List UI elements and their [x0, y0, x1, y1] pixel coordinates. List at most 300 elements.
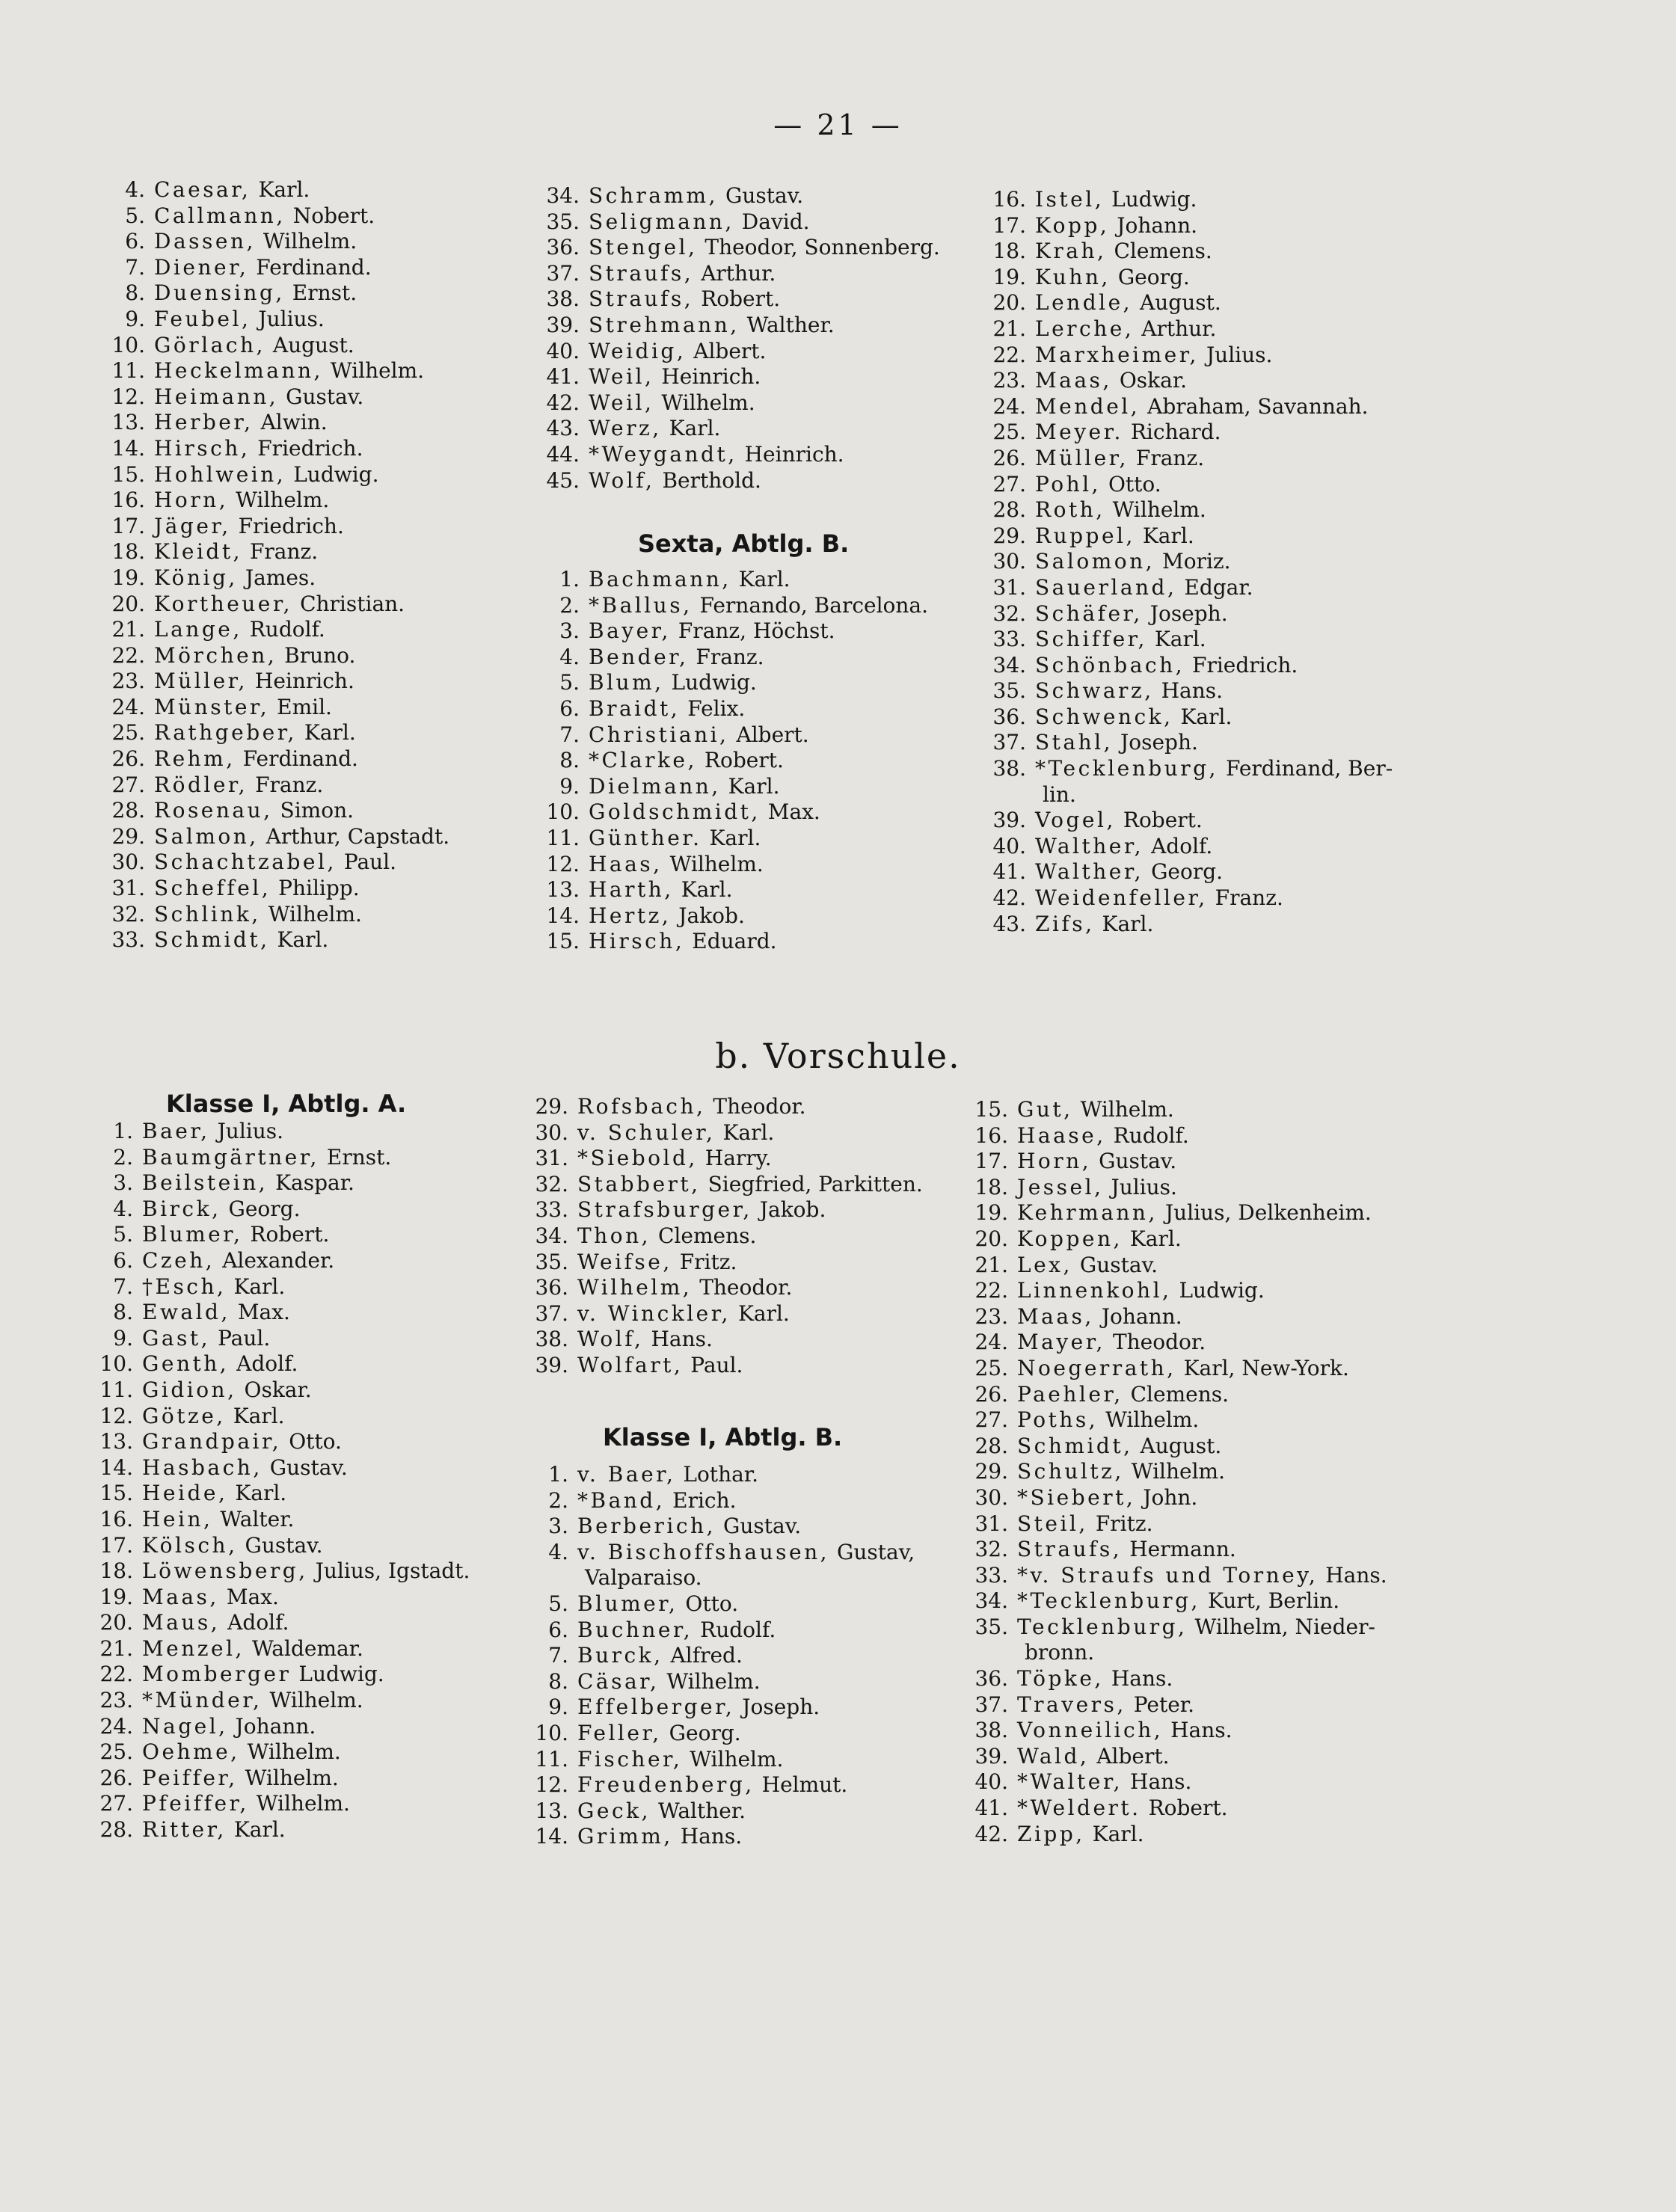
entry-number: 33.: [992, 627, 1026, 652]
entry-surname: Müller,: [154, 669, 248, 694]
entry-surname: Cäsar,: [577, 1668, 660, 1694]
list-item: [109, 850, 449, 876]
entry-details: Alwin.: [260, 410, 328, 435]
list-item: [532, 1327, 923, 1353]
entry-number: 15.: [974, 1097, 1008, 1122]
entry-surname: Roth,: [1035, 497, 1105, 523]
entry-surname: Istel,: [1035, 187, 1105, 212]
list-item: [97, 1766, 470, 1792]
entry-surname: Gast,: [142, 1325, 211, 1351]
list-item: [544, 339, 940, 365]
list-item: [990, 704, 1393, 731]
entry-number: 26.: [99, 1765, 133, 1790]
entry-number: 35.: [546, 209, 580, 234]
entry-surname: Effelberger,: [577, 1695, 735, 1720]
entry-details: Albert.: [736, 722, 809, 747]
entry-surname: Weil,: [589, 364, 654, 390]
list-item: [532, 1591, 915, 1617]
entry-details: Ludwig.: [1179, 1278, 1265, 1303]
entry-surname: Ruppel,: [1035, 523, 1135, 548]
entry-surname: Paehler,: [1017, 1381, 1123, 1407]
entry-number: 18.: [99, 1558, 133, 1584]
list-item: [972, 1434, 1387, 1460]
entry-surname: Pohl,: [1035, 471, 1101, 497]
entry-surname: Mendel,: [1035, 393, 1141, 419]
entry-surname: Caesar,: [154, 177, 251, 202]
list-item: [544, 748, 928, 774]
entry-number: 15.: [546, 929, 580, 954]
entry-details: Oskar.: [244, 1377, 312, 1402]
list-item: [97, 1558, 470, 1585]
entry-surname: Töpke,: [1017, 1666, 1104, 1692]
list-item: [990, 834, 1393, 860]
entry-number: 8.: [113, 1300, 133, 1325]
entry-number: 7.: [125, 254, 145, 280]
list-item: [109, 514, 449, 540]
entry-number: 5.: [559, 670, 580, 695]
entry-surname: Götze,: [142, 1403, 226, 1428]
list-item: [109, 539, 449, 565]
entry-surname: Walther,: [1035, 833, 1144, 858]
list-item: [97, 1196, 470, 1223]
list-column: [109, 177, 449, 953]
entry-details: Hans.: [1170, 1718, 1233, 1743]
entry-surname: Stahl,: [1035, 730, 1114, 755]
list-item: [109, 798, 449, 824]
entry-details: Karl.: [728, 773, 780, 799]
entry-surname: Hirsch,: [589, 929, 685, 954]
list-item: [990, 756, 1393, 782]
entry-surname: Burck,: [577, 1643, 663, 1668]
entry-number: 17.: [111, 513, 145, 538]
list-column: [990, 187, 1393, 937]
entry-details: Ferdinand.: [242, 746, 358, 772]
entry-surname: Jäger,: [154, 513, 231, 538]
entry-surname: Hohlwein,: [154, 461, 286, 487]
entry-details: Rudolf.: [700, 1617, 776, 1642]
entry-surname: Meyer.: [1035, 420, 1123, 445]
entry-surname: Zifs,: [1035, 911, 1095, 936]
list-item: [544, 364, 940, 390]
entry-details: Theodor.: [1112, 1330, 1206, 1355]
list-item: [97, 1791, 470, 1817]
entry-surname: Strafsburger,: [577, 1197, 752, 1223]
entry-details: Christian.: [300, 591, 405, 616]
entry-surname: Braidt,: [589, 695, 681, 721]
entry-number: 29.: [974, 1459, 1008, 1484]
entry-details: Adolf.: [1151, 833, 1213, 858]
list-item: [990, 601, 1393, 627]
entry-number: 36.: [546, 235, 580, 260]
entry-surname: Vogel,: [1035, 808, 1116, 833]
list-item: [990, 678, 1393, 704]
entry-details: Gustav.: [245, 1532, 323, 1558]
list-item: [532, 1669, 915, 1695]
entry-details: Hans.: [1130, 1769, 1192, 1795]
entry-details: Helmut.: [761, 1772, 848, 1798]
entry-number: 21.: [992, 316, 1026, 341]
entry-number: 13.: [111, 410, 145, 435]
entry-number: 14.: [99, 1454, 133, 1480]
list-item: [972, 1640, 1387, 1666]
entry-number: 19.: [974, 1200, 1008, 1226]
list-item: [97, 1429, 470, 1455]
entry-details: Richard.: [1130, 420, 1221, 445]
entry-surname: v. Baer,: [577, 1462, 676, 1487]
list-item: [109, 669, 449, 695]
list-item: [544, 593, 928, 619]
entry-number: 38.: [546, 286, 580, 312]
entry-details: Jakob.: [678, 903, 745, 928]
entry-number: 31.: [535, 1146, 568, 1171]
list-item: [990, 446, 1393, 472]
entry-number: 23.: [99, 1688, 133, 1713]
entry-details: Jakob.: [759, 1197, 826, 1223]
entry-surname: Grandpair,: [142, 1429, 282, 1454]
entry-details: Robert.: [701, 286, 781, 312]
entry-number: 23.: [992, 368, 1026, 393]
entry-number: 10.: [111, 332, 145, 357]
entry-number: 31.: [111, 876, 145, 901]
entry-details: Gustav.: [1099, 1149, 1177, 1174]
entry-number: 6.: [559, 695, 580, 721]
entry-details: Karl.: [304, 720, 356, 746]
list-item: [544, 852, 928, 878]
entry-details: Julius, Delkenheim.: [1164, 1200, 1372, 1226]
entry-number: 16.: [111, 488, 145, 513]
entry-surname: Gut,: [1017, 1097, 1073, 1122]
list-item: [972, 1795, 1387, 1822]
entry-surname: Bayer,: [589, 618, 671, 644]
entry-details: Wilhelm.: [666, 1668, 761, 1694]
list-item: [97, 1533, 470, 1559]
entry-number: 28.: [992, 497, 1026, 523]
entry-surname: Jessel,: [1017, 1174, 1104, 1199]
entry-details: Oskar.: [1119, 368, 1188, 393]
entry-number: 4.: [125, 177, 145, 202]
entry-number: 39.: [535, 1352, 568, 1377]
entry-surname: Kehrmann,: [1017, 1200, 1158, 1226]
list-item: [972, 1149, 1387, 1175]
entry-number: 37.: [546, 260, 580, 286]
entry-number: 29.: [535, 1094, 568, 1119]
entry-details: Erich.: [672, 1487, 737, 1513]
entry-details: Hans.: [651, 1327, 713, 1352]
entry-details: Karl.: [709, 825, 761, 850]
list-item: [972, 1692, 1387, 1718]
entry-surname: Genth,: [142, 1351, 230, 1377]
list-item: [544, 416, 940, 442]
entry-surname: Feubel,: [154, 306, 251, 331]
entry-details: Albert.: [1096, 1743, 1170, 1769]
entry-details: Ludwig.: [298, 1662, 384, 1687]
list-item: [109, 617, 449, 643]
entry-surname: Wald,: [1017, 1743, 1090, 1769]
entry-surname: Rehm,: [154, 746, 236, 772]
list-item: [109, 307, 449, 333]
entry-surname: Görlach,: [154, 332, 265, 357]
entry-number: 1.: [559, 567, 580, 592]
entry-surname: *Walter,: [1017, 1769, 1123, 1795]
entry-details: Karl.: [669, 416, 721, 441]
list-item: [544, 183, 940, 209]
list-item: [109, 746, 449, 772]
entry-details: Ludwig.: [293, 461, 379, 487]
entry-surname: Schmidt,: [1017, 1433, 1133, 1458]
list-item: [532, 1798, 915, 1825]
list-item: [532, 1540, 915, 1566]
entry-details: Fernando, Barcelona.: [699, 592, 929, 618]
list-item: [990, 394, 1393, 420]
entry-surname: Pfeiffer,: [142, 1791, 249, 1816]
entry-surname: Haas,: [589, 851, 663, 876]
list-item: [990, 472, 1393, 498]
list-item: [97, 1610, 470, 1636]
entry-number: 25.: [974, 1355, 1008, 1380]
list-item: [532, 1565, 915, 1591]
entry-number: 4.: [113, 1196, 133, 1221]
entry-surname: Krah,: [1035, 239, 1107, 264]
list-item: [972, 1278, 1387, 1304]
entry-details: Wilhelm.: [1131, 1459, 1226, 1484]
entry-details: John.: [1143, 1484, 1198, 1510]
list-item: [532, 1747, 915, 1773]
entry-number: 28.: [99, 1817, 133, 1843]
entry-number: 31.: [974, 1511, 1008, 1536]
entry-surname: Haase,: [1017, 1122, 1106, 1148]
entry-surname: Baer,: [142, 1119, 210, 1143]
entry-surname: Schönbach,: [1035, 652, 1185, 678]
entry-details: Karl.: [1180, 704, 1233, 729]
list-item: [972, 1511, 1387, 1537]
entry-number: 40.: [992, 833, 1026, 858]
entry-surname: Schlink,: [154, 901, 261, 927]
entry-surname: Lange,: [154, 617, 242, 642]
entry-surname: Wilhelm,: [577, 1275, 693, 1300]
list-item: [109, 824, 449, 850]
entry-details: Wilhelm.: [690, 1746, 784, 1772]
entry-surname: Schachtzabel,: [154, 850, 337, 875]
entry-number: 7.: [113, 1274, 133, 1299]
list-item: [544, 618, 928, 645]
list-item: [532, 1824, 915, 1850]
list-item: [544, 235, 940, 261]
entry-details: Siegfried, Parkitten.: [707, 1171, 923, 1196]
entry-details: Lothar.: [683, 1462, 758, 1487]
entry-surname: Ewald,: [142, 1300, 230, 1325]
entry-details: Heinrich.: [661, 364, 761, 390]
entry-details: Friedrich.: [238, 513, 344, 538]
list-item: [532, 1353, 923, 1379]
entry-surname: Schwarz,: [1035, 678, 1154, 704]
entry-details: Adolf.: [236, 1351, 298, 1377]
list-item: [109, 229, 449, 255]
list-item: [97, 1455, 470, 1481]
entry-surname: Maus,: [142, 1610, 221, 1635]
entry-surname: Schmidt,: [154, 927, 270, 953]
entry-number: 3.: [559, 618, 580, 644]
entry-surname: Menzel,: [142, 1635, 245, 1661]
entry-number: 3.: [113, 1170, 133, 1196]
entry-details: Robert.: [250, 1222, 330, 1247]
list-item: [990, 290, 1393, 316]
list-item: [972, 1744, 1387, 1770]
entry-details: Wilhelm.: [661, 390, 755, 415]
list-item: [532, 1275, 923, 1301]
entry-surname: †Esch,: [142, 1274, 227, 1299]
entry-details: Franz.: [696, 644, 764, 669]
list-item: [972, 1537, 1387, 1563]
entry-number: 29.: [111, 823, 145, 849]
entry-surname: *Siebert,: [1017, 1484, 1136, 1510]
list-item: [544, 468, 940, 494]
entry-details: Karl.: [1129, 1226, 1182, 1251]
entry-details: Karl.: [1092, 1821, 1144, 1846]
entry-details: Franz.: [1215, 885, 1283, 911]
page-number: — 21 —: [773, 108, 903, 141]
entry-details: Karl.: [1142, 523, 1194, 548]
entry-number: 11.: [99, 1377, 133, 1402]
entry-details: Robert.: [1123, 808, 1203, 833]
list-item: [544, 390, 940, 417]
entry-number: 4.: [559, 644, 580, 669]
list-item: [990, 213, 1393, 239]
entry-number: 8.: [548, 1668, 568, 1694]
entry-number: 22.: [992, 342, 1026, 367]
entry-details: Karl, New-York.: [1183, 1355, 1349, 1380]
entry-number: 41.: [546, 364, 580, 390]
entry-details: lin.: [1043, 781, 1076, 807]
list-item: [972, 1175, 1387, 1201]
entry-surname: *Münder,: [142, 1688, 263, 1713]
entry-surname: *Tecklenburg,: [1035, 756, 1218, 781]
entry-number: 34.: [535, 1223, 568, 1248]
entry-number: 32.: [974, 1537, 1008, 1562]
entry-surname: Schwenck,: [1035, 704, 1173, 729]
list-item: [990, 912, 1393, 938]
entry-surname: v. Winckler,: [577, 1300, 731, 1326]
entry-details: Paul.: [343, 850, 397, 875]
entry-number: 42.: [974, 1821, 1008, 1846]
entry-surname: Geck,: [577, 1798, 651, 1823]
entry-details: Heinrich.: [744, 441, 844, 467]
entry-number: 36.: [974, 1666, 1008, 1692]
entry-number: 35.: [974, 1614, 1008, 1639]
list-item: [972, 1356, 1387, 1382]
entry-details: Hans.: [1111, 1666, 1173, 1692]
entry-details: Wilhelm.: [268, 901, 362, 927]
entry-details: Johann.: [235, 1713, 316, 1739]
list-item: [97, 1688, 470, 1714]
list-item: [990, 497, 1393, 523]
list-item: [97, 1636, 470, 1662]
entry-number: 38.: [535, 1327, 568, 1352]
entry-number: 21.: [974, 1252, 1008, 1277]
entry-number: 7.: [548, 1643, 568, 1668]
entry-surname: Straufs,: [589, 286, 694, 312]
entry-number: 2.: [548, 1487, 568, 1513]
entry-number: 1.: [548, 1462, 568, 1487]
list-item: [97, 1662, 470, 1688]
entry-details: Heinrich.: [254, 669, 354, 694]
list-item: [990, 316, 1393, 342]
entry-surname: Steil,: [1017, 1511, 1088, 1536]
entry-number: 40.: [546, 338, 580, 363]
entry-details: Karl.: [233, 1274, 286, 1299]
entry-number: 32.: [535, 1171, 568, 1196]
entry-surname: Horn,: [154, 488, 229, 513]
list-item: [109, 280, 449, 307]
entry-surname: Buchner,: [577, 1617, 693, 1642]
entry-number: 1.: [113, 1119, 133, 1143]
entry-details: Gustav.: [1079, 1252, 1158, 1277]
entry-number: 32.: [111, 901, 145, 927]
list-item: [109, 436, 449, 462]
entry-details: Julius.: [1206, 342, 1273, 367]
entry-details: Wilhelm.: [669, 851, 764, 876]
list-item: [532, 1462, 915, 1488]
entry-surname: Straufs,: [589, 260, 694, 286]
entry-surname: Gidion,: [142, 1377, 237, 1402]
entry-number: 6.: [548, 1617, 568, 1642]
entry-surname: Blumer,: [577, 1591, 678, 1616]
entry-number: 17.: [992, 212, 1026, 238]
entry-details: Fritz.: [679, 1249, 737, 1274]
entry-number: 7.: [559, 722, 580, 747]
list-item: [972, 1718, 1387, 1744]
entry-details: Karl.: [1154, 627, 1206, 652]
entry-details: Georg.: [228, 1196, 301, 1221]
entry-surname: Hein,: [142, 1506, 213, 1531]
entry-number: 39.: [546, 312, 580, 337]
entry-details: Theodor.: [713, 1094, 806, 1119]
list-column: [544, 567, 928, 955]
list-item: [990, 368, 1393, 394]
entry-number: 30.: [992, 549, 1026, 574]
entry-surname: Czeh,: [142, 1247, 215, 1273]
entry-surname: Strehmann,: [589, 312, 740, 337]
entry-number: 19.: [99, 1584, 133, 1609]
list-item: [544, 774, 928, 800]
entry-number: 28.: [111, 798, 145, 823]
entry-details: Alexander.: [222, 1247, 335, 1273]
entry-surname: Stengel,: [589, 235, 698, 260]
entry-number: 15.: [99, 1481, 133, 1506]
list-item: [972, 1407, 1387, 1434]
list-item: [990, 808, 1393, 834]
list-item: [990, 859, 1393, 885]
entry-number: 5.: [125, 203, 145, 228]
entry-number: 11.: [111, 358, 145, 384]
list-item: [532, 1301, 923, 1327]
entry-surname: Bachmann,: [589, 567, 731, 592]
entry-surname: Kleidt,: [154, 539, 242, 565]
entry-number: 5.: [113, 1222, 133, 1247]
section-heading: Klasse I, Abtlg. B.: [603, 1423, 843, 1451]
list-item: [532, 1094, 923, 1120]
entry-surname: Harth,: [589, 877, 674, 903]
entry-surname: Diener,: [154, 254, 249, 280]
entry-number: 11.: [535, 1746, 568, 1772]
entry-number: 37.: [992, 730, 1026, 755]
entry-number: 27.: [974, 1407, 1008, 1433]
entry-number: 31.: [992, 574, 1026, 600]
list-item: [532, 1197, 923, 1223]
list-item: [109, 203, 449, 230]
list-item: [532, 1172, 923, 1198]
entry-surname: Marxheimer,: [1035, 342, 1199, 367]
entry-number: 26.: [974, 1381, 1008, 1407]
